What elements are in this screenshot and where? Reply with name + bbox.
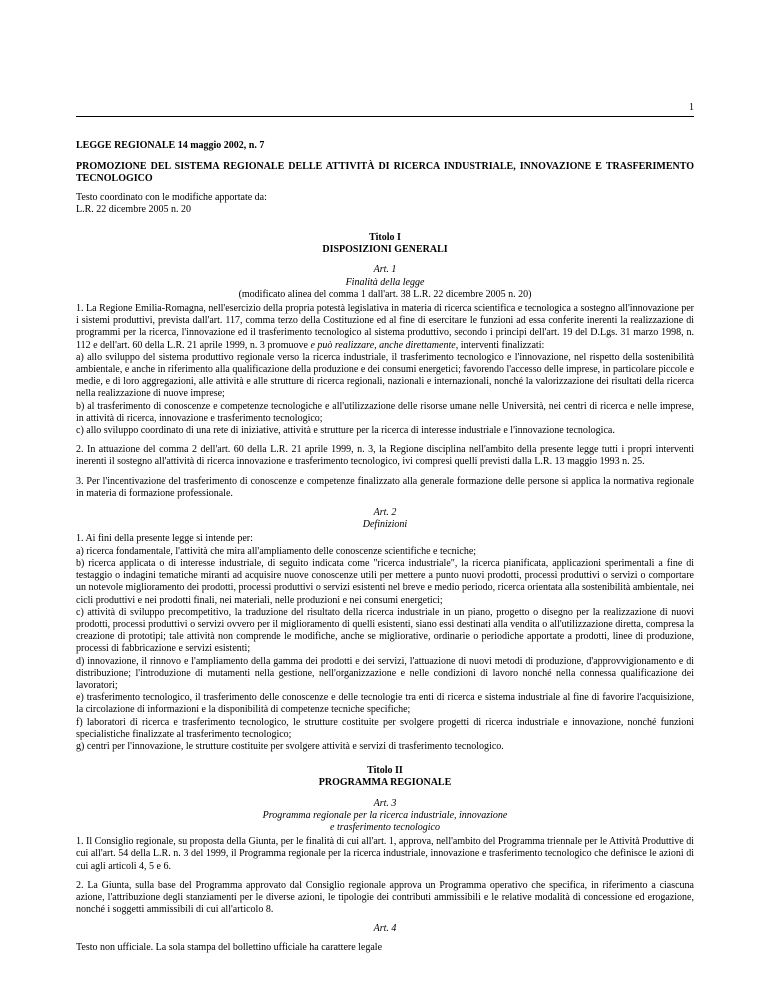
title-1-heading [76, 232, 694, 256]
law-subject: PROMOZIONE DEL SISTEMA REGIONALE DELLE ATTIVITÀ DI RICERCA INDUSTRIALE, INNOVAZIONE E TRASFERIMENTO TECNOLOGICO [76, 161, 694, 185]
article-2-paragraph-1 [76, 533, 694, 753]
article-2-item: d) innovazione, il rinnovo e l'ampliamento della gamma dei prodotti e dei servizi, l'attuazione di nuovi metodi di produzione, d'approvvigionamento e di distribuzione; l'introduzione di mutamenti nella gestione, nell'organizzazione e nelle condizioni di lavoro nonché nella connessa qualificazione dei lavoratori; [76, 655, 694, 691]
article-2-item: a) ricerca fondamentale, l'attività che mira all'ampliamento delle conoscenze scientifiche e tecniche; [76, 545, 477, 557]
title-1-name: DISPOSIZIONI GENERALI [322, 244, 448, 256]
article-2-number: Art. 2 [373, 507, 397, 519]
article-2-item: c) attività di sviluppo precompetitivo, la traduzione del risultato della ricerca industriale in un piano, progetto o disegno per la realizzazione di nuovi prodotti, processi produttivi o servizi ovvero per il miglioramento di quelli esistenti, siano essi destinati alla vendita o all'utilizzazione diretta, compresa la creazione di prototipi; tale attività non comprende le modifiche, anche se migliorative, ordinarie o periodiche apportate a prodotti, linee di produzione, processi di fabbricazione e servizi esistenti; [76, 606, 694, 655]
article-1-amendment-note: (modificato alinea del comma 1 dall'art. 38 L.R. 22 dicembre 2005 n. 20) [238, 288, 532, 300]
document-body [76, 140, 694, 938]
page-number: 1 [689, 102, 694, 113]
title-2-name: PROGRAMMA REGIONALE [318, 777, 452, 789]
article-2-heading [76, 507, 694, 531]
article-1-paragraph-1-intro: 1. La Regione Emilia-Romagna, nell'esercizio della propria potestà legislativa in materia di ricerca scientifica e tecnologica a sostegno all'innovazione per i sistemi produttivi, prevista dall'art. 117, comma terzo della Costituzione ed al fine di esercitare le funzioni ad essa conferite inerenti la realizzazione di programmi per la ricerca, l'innovazione ed il trasferimento tecnologico al sistema produttivo, secondo i principi dell'art. 19 del D.Lgs. 31 marzo 1998, n. 112 e dell'art. 60 della L.R. 21 aprile 1999, n. 3 promuove e può realizzare, anche direttamente, interventi finalizzati: [76, 303, 694, 351]
article-2-item: e) trasferimento tecnologico, il trasferimento delle conoscenze e delle tecnologie tra enti di ricerca e sistema industriale al fine di favorire l'acquisizione, la circolazione di informazioni e la disponibilità di competenze tecniche specifiche; [76, 692, 694, 716]
coordination-note [76, 192, 694, 216]
article-2-item: f) laboratori di ricerca e trasferimento tecnologico, le strutture costituite per svolgere progetti di ricerca industriale e innovazione, nonché funzioni specialistiche finalizzate al trasferimento tecnologico; [76, 716, 694, 740]
article-1-item-c: c) allo sviluppo coordinato di una rete di iniziative, attività e strutture per la ricerca di interesse industriale e l'innovazione tecnologica. [76, 425, 615, 437]
article-4-heading [76, 923, 694, 935]
article-3-paragraph-2: 2. La Giunta, sulla base del Programma approvato dal Consiglio regionale approva un Programma operativo che specifica, in riferimento a ciascuna azione, l'attribuzione degli stanziamenti per le diverse azioni, le tipologie dei contributi ammissibili e le relative modalità di concessione ed erogazione, nonché i soggetti ammissibili di cui all'articolo 8. [76, 879, 694, 916]
title-2-label: Titolo II [367, 765, 403, 777]
disclaimer-footer: Testo non ufficiale. La sola stampa del bollettino ufficiale ha carattere legale [76, 942, 383, 953]
article-4-number: Art. 4 [373, 923, 397, 935]
article-1-item-b: b) al trasferimento di conoscenze e competenze tecnologiche e all'utilizzazione delle risorse umane nelle Università, nei centri di ricerca e nelle imprese, in attività di ricerca, innovazione e trasferimento tecnologico; [76, 400, 694, 424]
article-3-title-line-1: Programma regionale per la ricerca industriale, innovazione [262, 809, 508, 821]
article-1-item-a: a) allo sviluppo del sistema produttivo regionale verso la ricerca industriale, il trasferimento tecnologico e l'innovazione, nel rispetto della sostenibilità ambientale, e anche in riferimento alla qualificazione della produzione e dei consumi energetici; favorendo l'accesso delle imprese, in particolare piccole e medie, e di loro aggregazioni, alle attività e alle strutture di ricerca regionali, nazionali e internazionali, nonché la valorizzazione dei risultati della ricerca nella realizzazione di nuove imprese; [76, 351, 695, 400]
article-1-title: Finalità della legge [345, 276, 425, 288]
article-1-paragraph-1 [76, 303, 694, 437]
article-1-number: Art. 1 [373, 264, 397, 276]
article-1-paragraph-3: 3. Per l'incentivazione del trasferimento di conoscenze e competenze finalizzato alla generale formazione delle persone si applica la normativa regionale in materia di formazione professionale. [76, 475, 694, 499]
article-3-heading [76, 798, 694, 835]
article-1-paragraph-2: 2. In attuazione del comma 2 dell'art. 60 della L.R. 21 aprile 1999, n. 3, la Regione disciplina nell'ambito della presente legge tutti i propri interventi inerenti il sostegno all'attività di ricerca innovazione e trasferimento tecnologico, ivi compresi quelli previsti dalla L.R. 13 maggio 1993 n. 25. [76, 444, 694, 468]
article-1-heading [76, 264, 694, 301]
article-2-intro: 1. Ai fini della presente legge si intende per: [76, 533, 253, 545]
title-2-heading [76, 765, 694, 789]
coordination-note-line: L.R. 22 dicembre 2005 n. 20 [76, 203, 191, 215]
law-title: LEGGE REGIONALE 14 maggio 2002, n. 7 [76, 140, 265, 151]
article-3-number: Art. 3 [373, 797, 397, 809]
article-2-item: b) ricerca applicata o di interesse industriale, di seguito indicata come "ricerca industriale", la ricerca pianificata, applicazioni sperimentali a fine di testaggio o indagini tematiche miranti ad acquisire nuove conoscenze utili per mettere a punto nuovi prodotti, processi produttivi o servizi o comportare un notevole miglioramento dei prodotti, processi produttivi o servizi esistenti nel breve e medio periodo, ricerca orientata alla sostenibilità ambientale, nei cicli produttivi e nei prodotti finali, nei materiali, nelle produzioni e nei consumi energetici; [76, 557, 694, 606]
title-1-label: Titolo I [369, 232, 401, 244]
article-3-title-line-2: e trasferimento tecnologico [330, 821, 440, 833]
header-divider [76, 116, 694, 117]
article-2-title: Definizioni [362, 519, 408, 531]
coordination-note-line: Testo coordinato con le modifiche apportate da: [76, 191, 267, 203]
article-2-item: g) centri per l'innovazione, le strutture costituite per svolgere attività e servizi di trasferimento tecnologico. [76, 740, 504, 752]
article-3-paragraph-1: 1. Il Consiglio regionale, su proposta della Giunta, per le finalità di cui all'art. 1, approva, nell'ambito del Programma triennale per le Attività Produttive di cui all'art. 54 della L.R. n. 3 del 1999, il Programma regionale per la ricerca industriale, innovazione e trasferimento tecnologico che definisce le azioni di cui agli articoli 4, 5 e 6. [76, 836, 694, 872]
